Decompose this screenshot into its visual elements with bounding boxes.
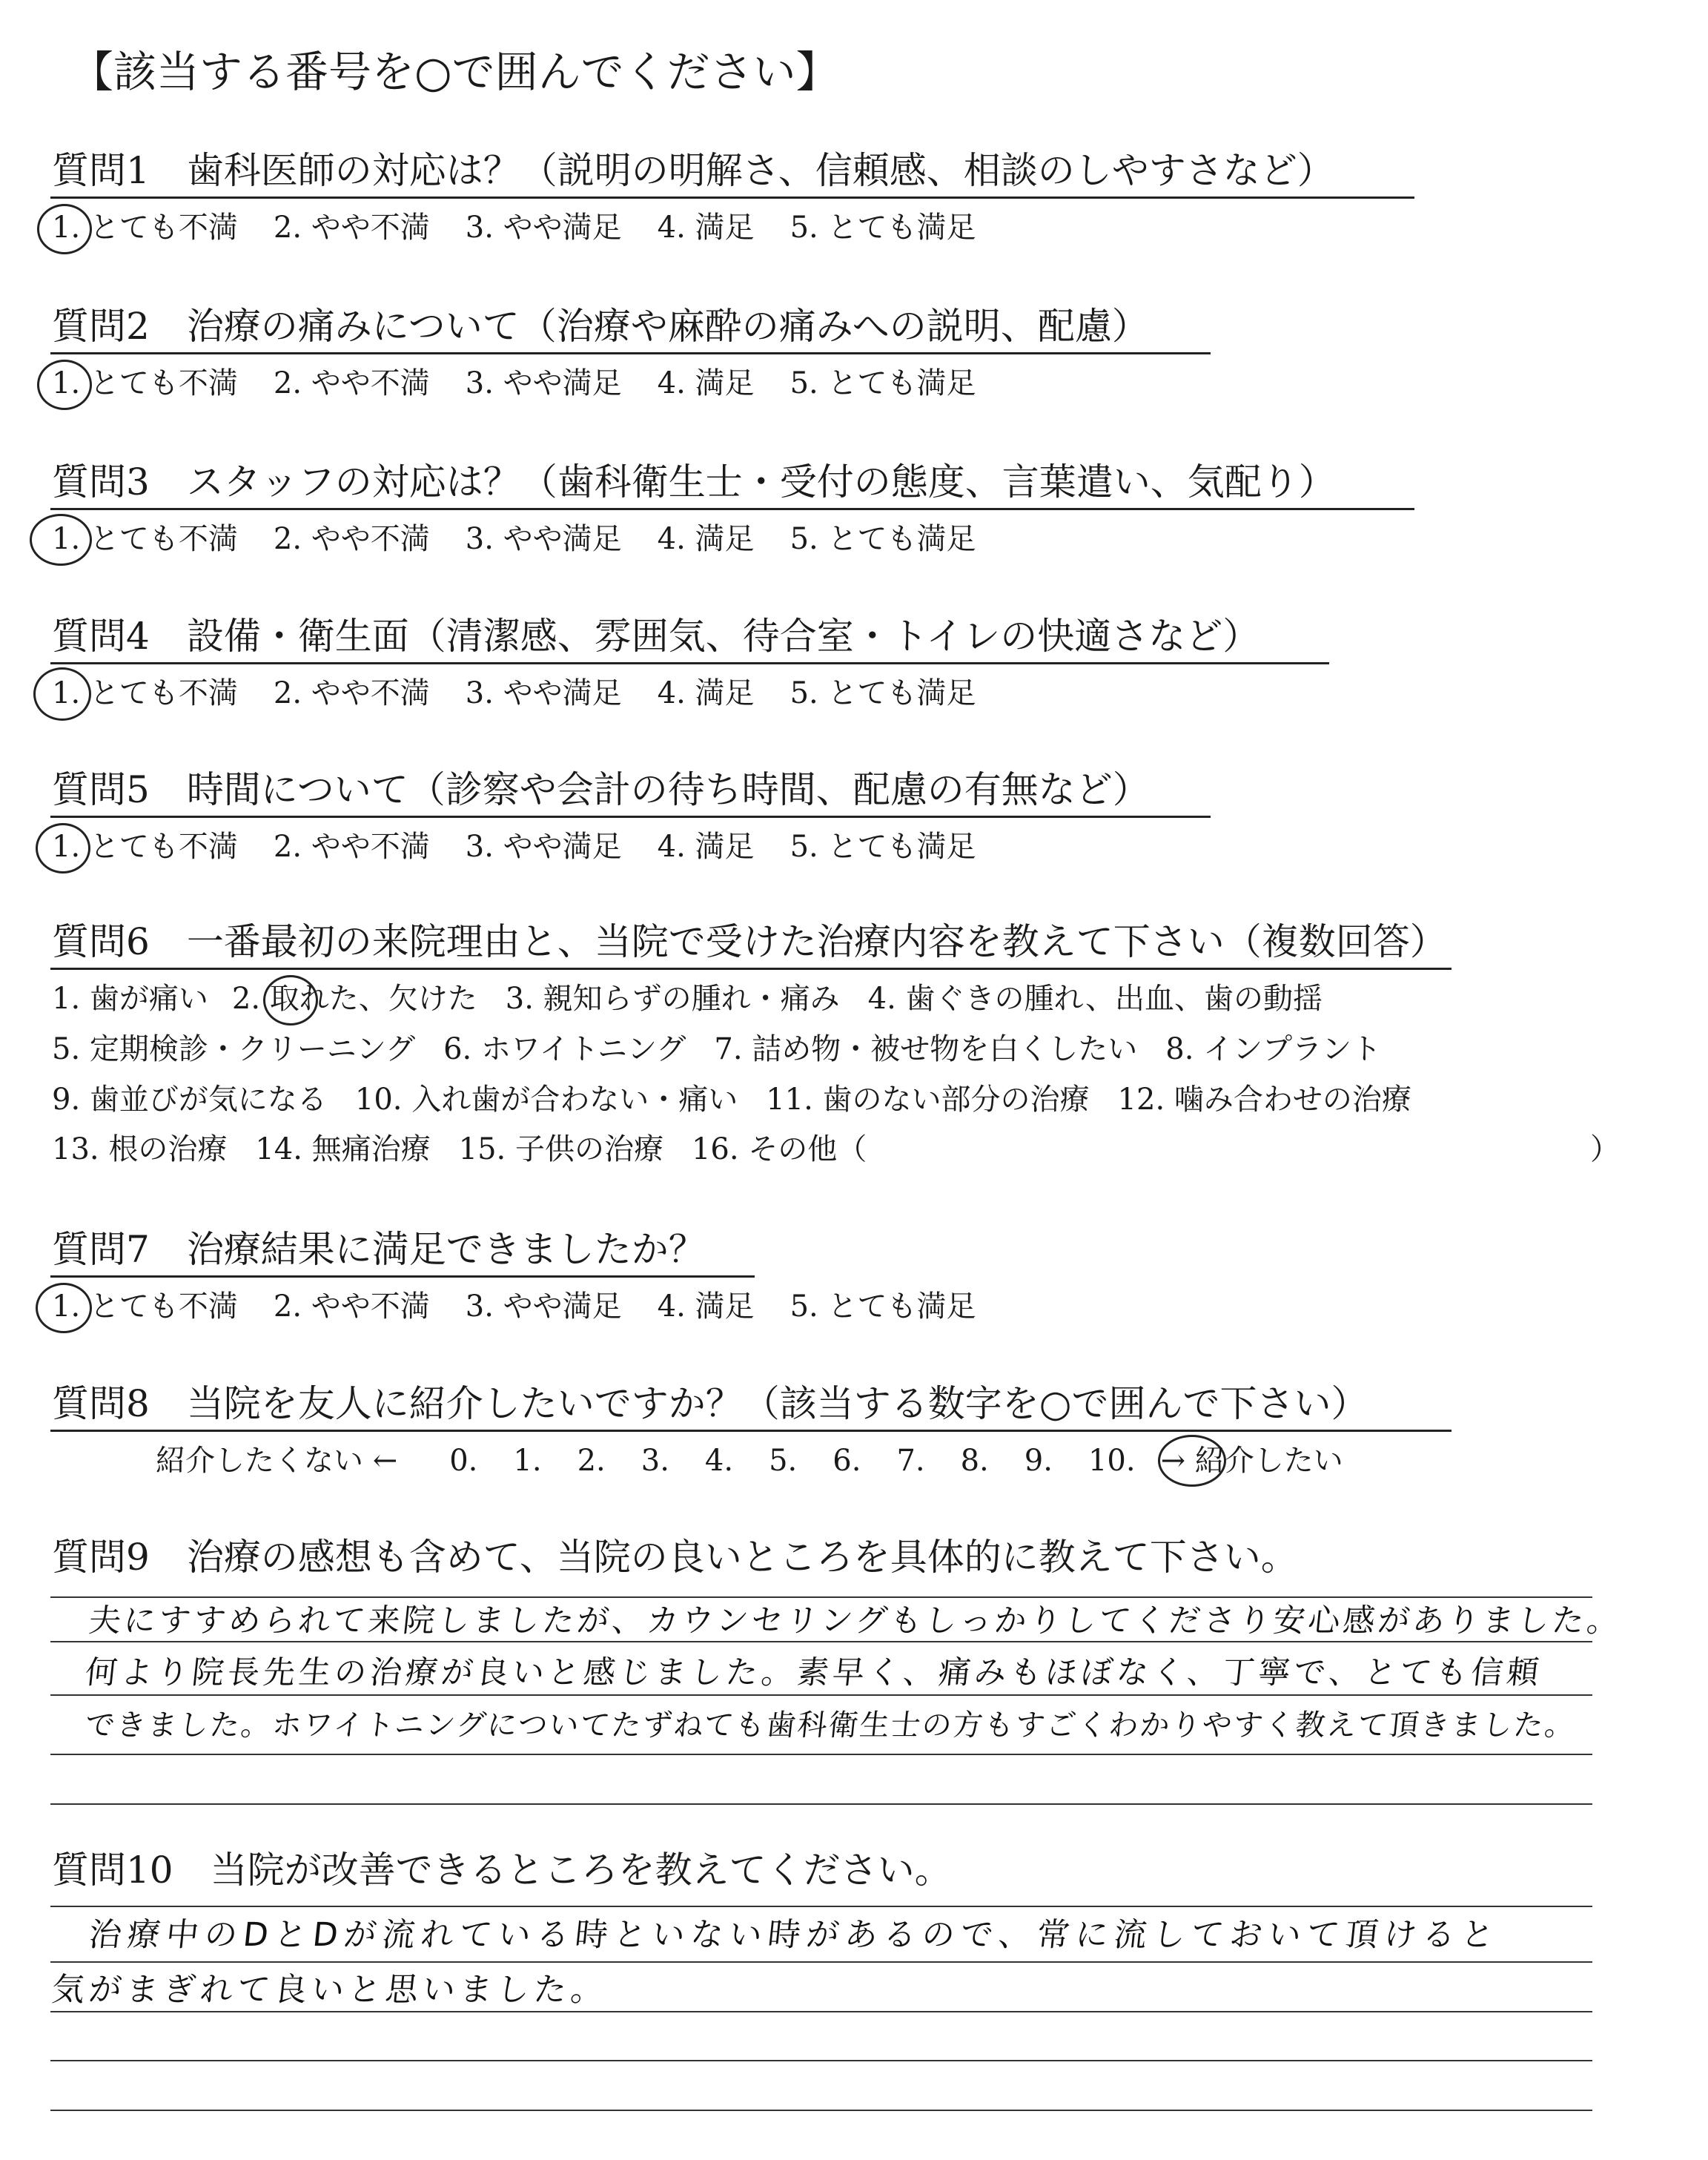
recommend-scale[interactable]: 紹介したくない ← 0. 1. 2. 3. 4. 5. 6. 7. 8. 9. 10. → 紹介したい <box>156 1444 1343 1478</box>
question-9-label: 質問9 <box>52 1536 150 1579</box>
question-5-text: 時間について（診察や会計の待ち時間、配慮の有無など） <box>186 768 1150 811</box>
question-6-row-2[interactable]: 5. 定期検診・クリーニング 6. ホワイトニング 7. 詰め物・被せ物を白くしたい 8. インプラント <box>52 1032 1382 1066</box>
question-1-text: 歯科医師の対応は？（説明の明解さ、信頼感、相談のしやすさなど） <box>186 149 1334 192</box>
answer-9-line-1: 夫にすすめられて来院しましたが、カウンセリングもしっかりしてくださり安心感がありました。 <box>87 1602 1624 1639</box>
question-8-label: 質問8 <box>52 1382 150 1425</box>
answer-10-line-1: 治療中のDとDが流れている時といない時があるので、常に流しておいて頂けると <box>87 1916 1502 1954</box>
question-6-label: 質問6 <box>52 920 150 963</box>
question-1-label: 質問1 <box>52 149 150 192</box>
answer-9-line-3: できました。ホワイトニングについてたずねても歯科衛生士の方もすごくわかりやすく教えて頂きました。 <box>83 1708 1578 1743</box>
question-6-row-1[interactable]: 1. 歯が痛い 2. 取れた、欠けた 3. 親知らずの腫れ・痛み 4. 歯ぐきの腫れ、出血、歯の動揺 <box>52 982 1323 1016</box>
answer-10-line-2: 気がまぎれて良いと思いました。 <box>50 1971 610 2009</box>
question-6-header <box>52 920 1447 963</box>
question-4-options[interactable]: 1. とても不満 2. やや不満 3. やや満足 4. 満足 5. とても満足 <box>52 676 976 710</box>
page-title: 【該当する番号を○で囲んでください】 <box>70 47 839 97</box>
question-5-label: 質問5 <box>52 768 150 811</box>
question-8-text: 当院を友人に紹介したいですか？（該当する数字を○で囲んで下さい） <box>186 1382 1368 1425</box>
question-6-row-3[interactable]: 9. 歯並びが気になる 10. 入れ歯が合わない・痛い 11. 歯のない部分の治療 12. 噛み合わせの治療 <box>52 1083 1411 1117</box>
question-1-header <box>52 149 1334 192</box>
answer-9-line-2: 何より院長先生の治療が良いと感じました。素早く、痛みもほぼなく、丁寧で、とても信頼 <box>83 1654 1545 1691</box>
question-6-row-4[interactable]: 13. 根の治療 14. 無痛治療 15. 子供の治療 16. その他（ <box>52 1132 867 1166</box>
question-7-text: 治療結果に満足できましたか？ <box>186 1228 706 1271</box>
question-5-header <box>52 768 1150 811</box>
question-4-label: 質問4 <box>52 615 150 658</box>
question-2-options[interactable]: 1. とても不満 2. やや不満 3. やや満足 4. 満足 5. とても満足 <box>52 366 976 400</box>
question-6-text: 一番最初の来院理由と、当院で受けた治療内容を教えて下さい（複数回答） <box>186 920 1447 963</box>
question-8-header <box>52 1382 1368 1425</box>
question-4-header <box>52 615 1260 658</box>
question-10-header <box>52 1849 952 1892</box>
question-2-text: 治療の痛みについて（治療や麻酔の痛みへの説明、配慮） <box>186 305 1149 348</box>
question-9-text: 治療の感想も含めて、当院の良いところを具体的に教えて下さい。 <box>186 1536 1298 1579</box>
question-2-header <box>52 305 1149 348</box>
scale-left-label: 紹介したくない ← <box>156 1444 398 1478</box>
question-7-label: 質問7 <box>52 1228 150 1271</box>
question-9-header <box>52 1536 1298 1579</box>
question-10-text: 当院が改善できるところを教えてください。 <box>210 1849 952 1892</box>
question-5-options[interactable]: 1. とても不満 2. やや不満 3. やや満足 4. 満足 5. とても満足 <box>52 830 976 864</box>
question-3-text: スタッフの対応は？（歯科衛生士・受付の態度、言葉遣い、気配り） <box>186 460 1336 503</box>
question-10-label: 質問10 <box>52 1849 173 1892</box>
question-3-options[interactable]: 1. とても不満 2. やや不満 3. やや満足 4. 満足 5. とても満足 <box>52 522 976 556</box>
question-6-other-close: ） <box>1590 1132 1620 1166</box>
question-3-header <box>52 460 1336 503</box>
question-7-header <box>52 1228 706 1271</box>
question-1-options[interactable]: 1. とても不満 2. やや不満 3. やや満足 4. 満足 5. とても満足 <box>52 211 976 245</box>
question-3-label: 質問3 <box>52 460 150 503</box>
scale-right-label: → 紹介したい <box>1160 1444 1343 1478</box>
question-2-label: 質問2 <box>52 305 150 348</box>
question-7-options[interactable]: 1. とても不満 2. やや不満 3. やや満足 4. 満足 5. とても満足 <box>52 1289 976 1324</box>
question-4-text: 設備・衛生面（清潔感、雰囲気、待合室・トイレの快適さなど） <box>186 615 1260 658</box>
